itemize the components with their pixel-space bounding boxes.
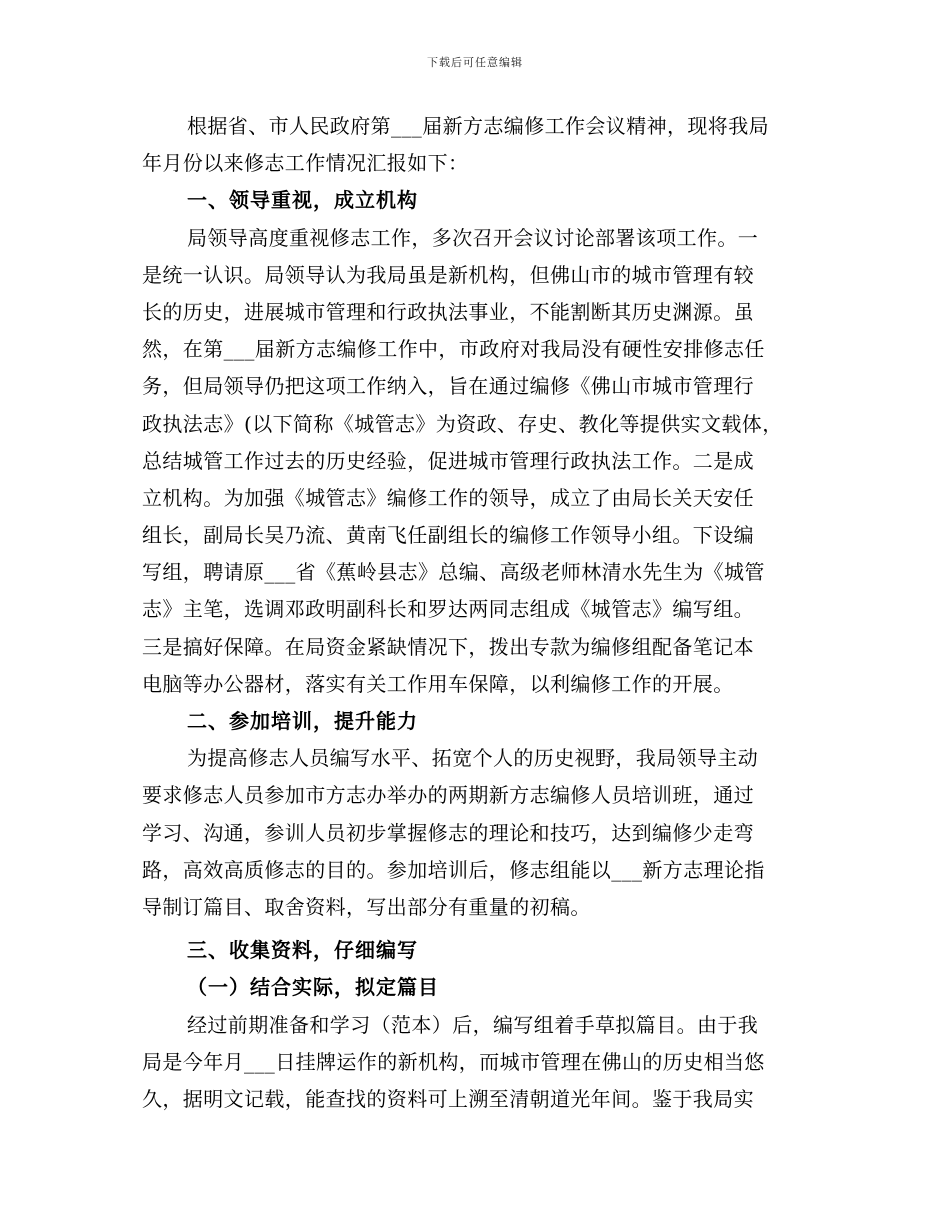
paragraph-line: 为提高修志人员编写水平、拓宽个人的历史视野，我局领导主动	[187, 746, 759, 771]
paragraph-line: 要求修志人员参加市方志办举办的两期新方志编修人员培训班，通过	[142, 783, 754, 808]
paragraph-line: 政执法志》(以下简称《城管志》为资政、存史、教化等提供实文载体，	[142, 411, 783, 436]
paragraph-line: 立机构。为加强《城管志》编修工作的领导，成立了由局长关天安任	[142, 485, 754, 510]
paragraph-line: 是统一认识。局领导认为我局虽是新机构，但佛山市的城市管理有较	[142, 262, 754, 287]
section-heading: 二、参加培训，提升能力	[187, 709, 418, 733]
page-header: 下载后可任意编辑	[427, 56, 523, 69]
subsection-heading: （一）结合实际，拟定篇目	[187, 975, 439, 1000]
paragraph-line: 学习、沟通，参训人员初步掌握修志的理论和技巧，达到编修少走弯	[142, 820, 754, 845]
paragraph-line: 三是搞好保障。在局资金紧缺情况下，拨出专款为编修组配备笔记本	[142, 634, 754, 659]
paragraph-line: 久，据明文记载，能查找的资料可上溯至清朝道光年间。鉴于我局实	[142, 1086, 754, 1111]
paragraph-line: 总结城管工作过去的历史经验，促进城市管理行政执法工作。二是成	[142, 448, 754, 473]
paragraph-line: 年月份以来修志工作情况汇报如下：	[142, 151, 469, 176]
paragraph-line: 导制订篇目、取舍资料，写出部分有重量的初稿。	[142, 894, 591, 919]
paragraph-line: 经过前期准备和学习（范本）后，编写组着手草拟篇目。由于我	[187, 1012, 759, 1037]
section-heading: 一、领导重视，成立机构	[187, 188, 418, 213]
paragraph-line: 务，但局领导仍把这项工作纳入，旨在通过编修《佛山市城市管理行	[142, 374, 754, 399]
paragraph-line: 写组，聘请原___省《蕉岭县志》总编、高级老师林清水先生为《城管	[142, 560, 765, 585]
paragraph-line: 然，在第___届新方志编修工作中，市政府对我局没有硬性安排修志任	[142, 337, 765, 362]
paragraph-line: 根据省、市人民政府第___届新方志编修工作会议精神，现将我局	[187, 114, 769, 138]
paragraph-line: 志》主笔，选调邓政明副科长和罗达两同志组成《城管志》编写组。	[142, 597, 754, 622]
paragraph-line: 电脑等办公器材，落实有关工作用车保障，以利编修工作的开展。	[142, 671, 734, 696]
paragraph-line: 长的历史，进展城市管理和行政执法事业，不能割断其历史渊源。虽	[142, 299, 754, 324]
paragraph-line: 局是今年月___日挂牌运作的新机构，而城市管理在佛山的历史相当悠	[142, 1049, 765, 1074]
paragraph-line: 局领导高度重视修志工作，多次召开会议讨论部署该项工作。一	[187, 225, 759, 250]
document-body	[142, 108, 812, 1118]
paragraph-line: 组长，副局长吴乃流、黄南飞任副组长的编修工作领导小组。下设编	[142, 523, 754, 548]
paragraph-line: 路，高效高质修志的目的。参加培训后，修志组能以___新方志理论指	[142, 857, 765, 882]
section-heading: 三、收集资料，仔细编写	[187, 938, 418, 963]
